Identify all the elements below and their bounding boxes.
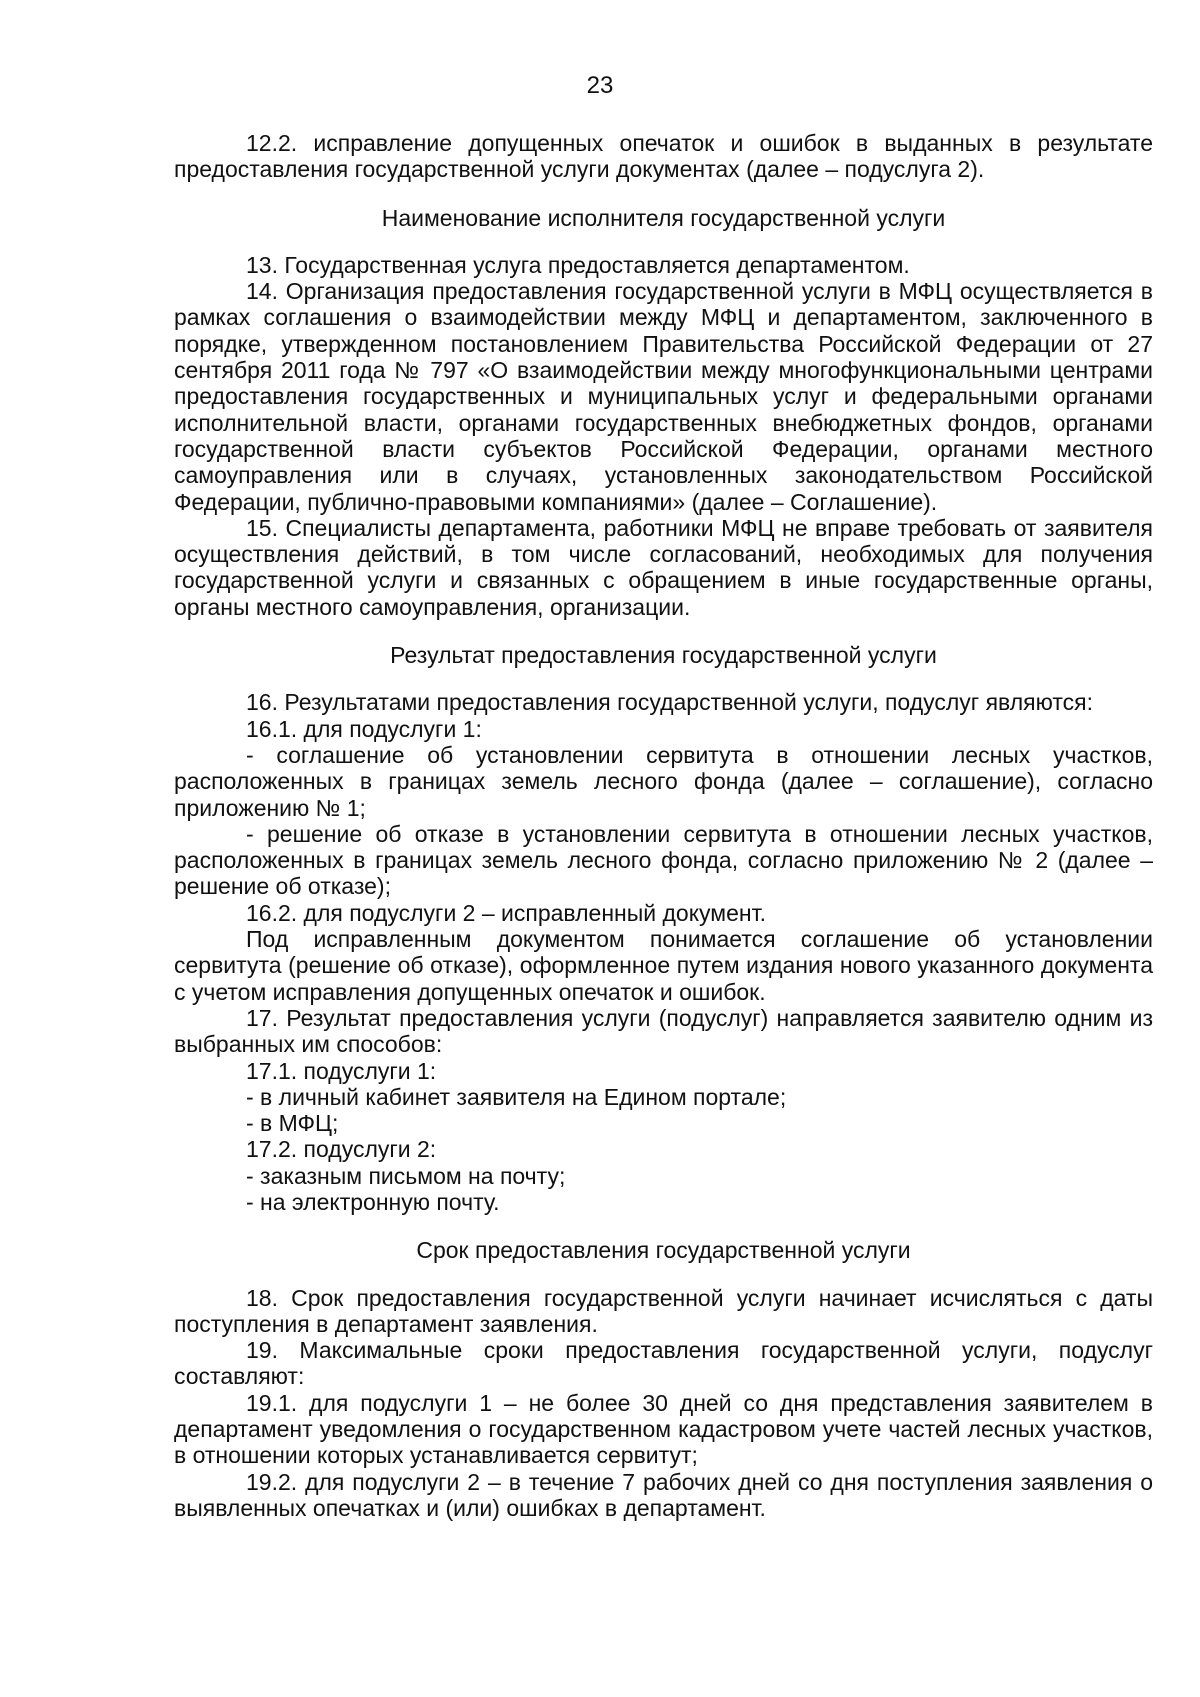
document-body [174,130,1153,1521]
paragraph: - в МФЦ; [246,1110,339,1137]
paragraph: 17.2. подуслуги 2: [246,1136,437,1163]
paragraph: 19. Максимальные сроки предоставления государственной услуги, подуслуг составляют: [174,1337,1153,1390]
paragraph: - на электронную почту. [246,1188,500,1215]
section-heading: Срок предоставления государственной услуги [416,1237,911,1264]
paragraph: 16.2. для подуслуги 2 – исправленный документ. [246,899,766,926]
section-heading: Наименование исполнителя государственной услуги [381,204,946,231]
paragraph: 17.1. подуслуги 1: [246,1057,437,1084]
paragraph: - в личный кабинет заявителя на Едином портале; [246,1083,787,1110]
paragraph: 16. Результатами предоставления государственной услуги, подуслуг являются: [246,689,1093,716]
paragraph: - заказным письмом на почту; [246,1162,566,1189]
paragraph: 16.1. для подуслуги 1: [246,715,482,742]
paragraph: 17. Результат предоставления услуги (подуслуг) направляется заявителю одним из выбранных им способов: [174,1004,1153,1058]
section-heading: Результат предоставления государственной услуги [390,642,937,669]
paragraph: 14. Организация предоставления государственной услуги в МФЦ осуществляется в рамках соглашения о взаимодействии между МФЦ и департаментом, заключенного в порядке, утвержденном постановлением Правительства Российской Федерации от 27 сентября 2011 года № 797 «О взаимодействии между многофункциональными центрами предоставления государственных и муниципальных услуг и федеральными органами исполнительной власти, органами государственных внебюджетных фондов, органами государственной власти субъектов Российской Федерации, органами местного самоуправления или в случаях, установленных законодательством Российской Федерации, публично-правовыми компаниями» (далее – Соглашение). [174,278,1153,515]
paragraph: 19.2. для подуслуги 2 – в течение 7 рабочих дней со дня поступления заявления о выявленных опечатках и (или) ошибках в департамент. [174,1468,1153,1521]
page-number: 23 [586,72,614,99]
paragraph: 19.1. для подуслуги 1 – не более 30 дней со дня представления заявителем в департамент уведомления о государственном кадастровом учете частей лесных участков, в отношении которых устанавливается сервитут; [174,1389,1153,1469]
paragraph: 15. Специалисты департамента, работники МФЦ не вправе требовать от заявителя осуществления действий, в том числе согласований, необходимых для получения государственной услуги и связанных с обращением в иные государственные органы, органы местного самоуправления, организации. [174,514,1153,620]
paragraph: 18. Срок предоставления государственной услуги начинает исчисляться с даты поступления в департамент заявления. [174,1284,1153,1337]
paragraph: - соглашение об установлении сервитута в отношении лесных участков, расположенных в границах земель лесного фонда (далее – соглашение), согласно приложению № 1; [174,741,1153,821]
paragraph: Под исправленным документом понимается соглашение об установлении сервитута (решение об отказе), оформленное путем издания нового указанного документа с учетом исправления допущенных опечаток и ошибок. [174,926,1153,1005]
paragraph: 12.2. исправление допущенных опечаток и ошибок в выданных в результате предоставления государственной услуги документах (далее – подуслуга 2). [174,130,1153,183]
paragraph: 13. Государственная услуга предоставляется департаментом. [246,251,910,278]
paragraph: - решение об отказе в установлении сервитута в отношении лесных участков, расположенных в границах земель лесного фонда, согласно приложению № 2 (далее – решение об отказе); [174,820,1153,900]
